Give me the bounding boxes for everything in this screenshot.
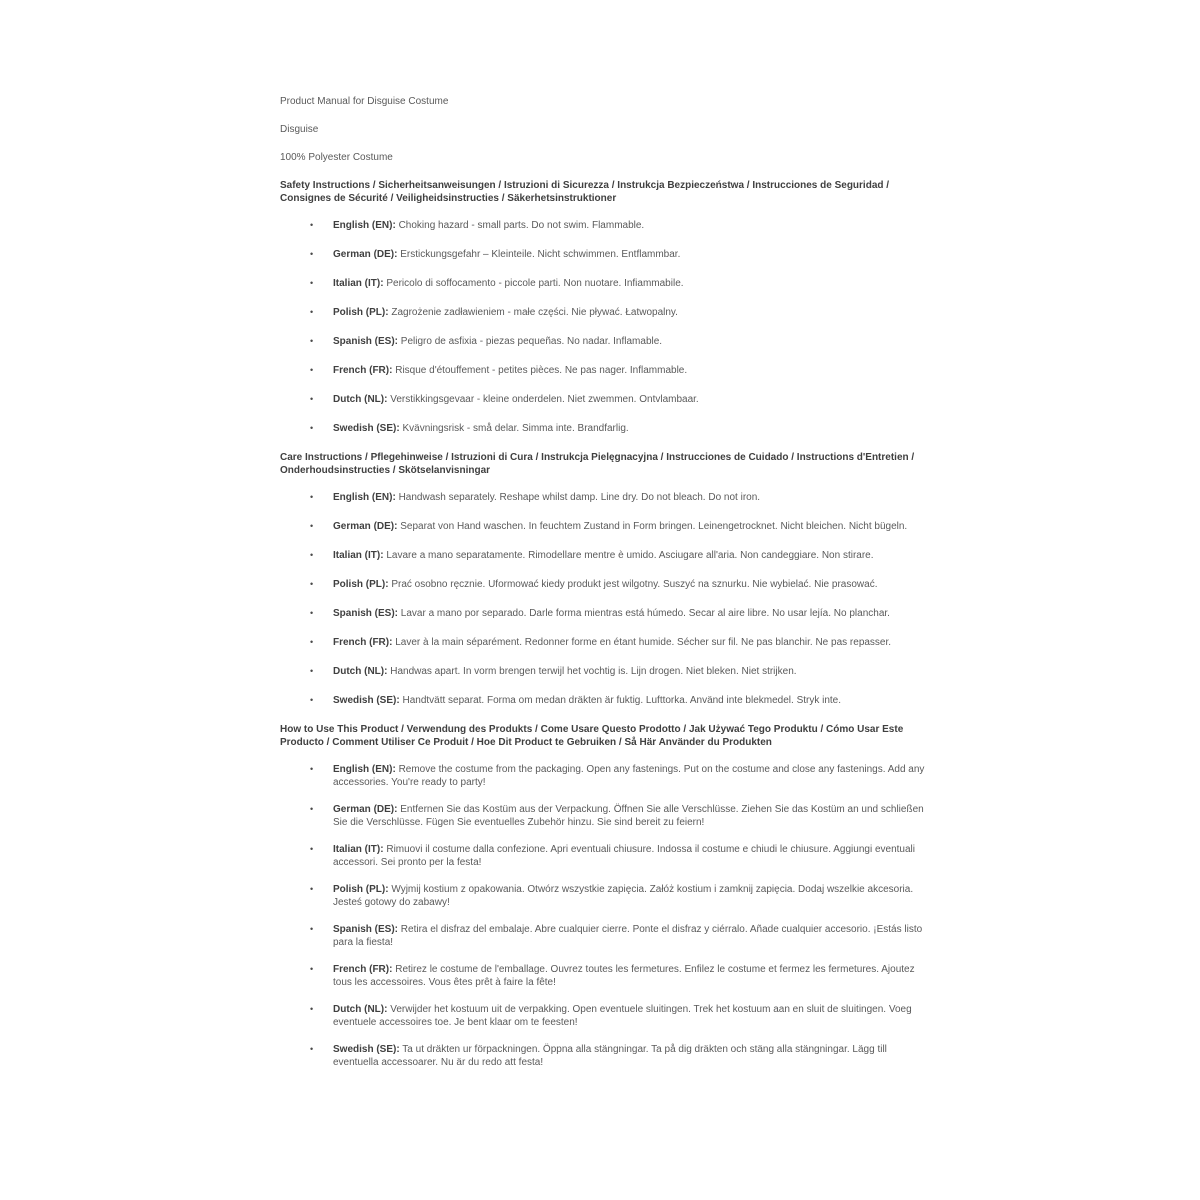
bullet-icon: •	[310, 365, 314, 375]
item-text: Laver à la main séparément. Redonner forme en étant humide. Sécher sur fil. Ne pas blanchir. Ne pas repasser.	[395, 637, 892, 648]
bullet-icon: •	[310, 492, 314, 502]
bullet-icon: •	[310, 394, 314, 404]
language-label: French (FR):	[333, 637, 393, 648]
list-item	[280, 694, 928, 707]
item-text: Peligro de asfixia - piezas pequeñas. No nadar. Inflamable.	[400, 336, 663, 347]
language-label: German (DE):	[333, 804, 398, 815]
language-label: Polish (PL):	[333, 307, 389, 318]
language-label: Italian (IT):	[333, 550, 384, 561]
bullet-icon: •	[310, 1044, 314, 1054]
item-text: Retirez le costume de l'emballage. Ouvrez toutes les fermetures. Enfilez le costume et fermez les fermetures. Ajoutez tous les accessoires. Vous êtes prêt à faire la fête!	[333, 964, 915, 988]
item-text: Rimuovi il costume dalla confezione. Apri eventuali chiusure. Indossa il costume e chiudi le chiusure. Aggiungi eventuali accessori. Sei pronto per la festa!	[333, 844, 915, 868]
item-text: Handwash separately. Reshape whilst damp. Line dry. Do not bleach. Do not iron.	[398, 492, 761, 503]
item-text: Choking hazard - small parts. Do not swim. Flammable.	[398, 220, 645, 231]
bullet-icon: •	[310, 521, 314, 531]
list-item	[280, 923, 928, 949]
item-text: Ta ut dräkten ur förpackningen. Öppna alla stängningar. Ta på dig dräkten och stäng alla stängningar. Lägg till eventuella accessoarer. Nu är du redo att festa!	[333, 1044, 887, 1068]
list-item	[280, 219, 928, 232]
item-text: Lavar a mano por separado. Darle forma mientras está húmedo. Secar al aire libre. No usar lejía. No planchar.	[400, 608, 890, 619]
list-item	[280, 277, 928, 290]
list-item	[280, 393, 928, 406]
language-label: Polish (PL):	[333, 884, 389, 895]
list-item	[280, 665, 928, 678]
bullet-icon: •	[310, 666, 314, 676]
language-label: English (EN):	[333, 492, 396, 503]
language-label: French (FR):	[333, 964, 393, 975]
bullet-icon: •	[310, 336, 314, 346]
item-text: Verwijder het kostuum uit de verpakking. Open eventuele sluitingen. Trek het kostuum aan en sluit de sluitingen. Voeg eventuele accessoires toe. Je bent klaar om te feesten!	[333, 1004, 912, 1028]
material-line: 100% Polyester Costume	[280, 152, 393, 163]
list-item	[280, 963, 928, 989]
language-label: English (EN):	[333, 764, 396, 775]
language-list	[280, 491, 928, 707]
bullet-icon: •	[310, 844, 314, 854]
language-label: English (EN):	[333, 220, 396, 231]
section-heading: Care Instructions / Pflegehinweise / Istruzioni di Cura / Instrukcja Pielęgnacyjna / Instrucciones de Cuidado / Instructions d'Entretien / Onderhoudsinstructies / Skötselanvisningar	[280, 452, 915, 476]
list-item	[280, 1043, 928, 1069]
language-label: Spanish (ES):	[333, 608, 399, 619]
list-item	[280, 607, 928, 620]
section	[280, 179, 928, 435]
item-text: Wyjmij kostium z opakowania. Otwórz wszystkie zapięcia. Załóż kostium i zamknij zapięcia. Dodaj wszelkie akcesoria. Jesteś gotowy do zabawy!	[333, 884, 914, 908]
list-item	[280, 306, 928, 319]
language-label: Swedish (SE):	[333, 423, 400, 434]
language-label: Italian (IT):	[333, 278, 384, 289]
bullet-icon: •	[310, 884, 314, 894]
item-text: Lavare a mano separatamente. Rimodellare mentre è umido. Asciugare all'aria. Non candeggiare. Non stirare.	[386, 550, 874, 561]
list-item	[280, 843, 928, 869]
language-list	[280, 219, 928, 435]
language-label: Spanish (ES):	[333, 924, 399, 935]
bullet-icon: •	[310, 1004, 314, 1014]
language-label: Dutch (NL):	[333, 1004, 388, 1015]
list-item	[280, 763, 928, 789]
bullet-icon: •	[310, 608, 314, 618]
sections-container	[280, 179, 928, 1069]
item-text: Verstikkingsgevaar - kleine onderdelen. Niet zwemmen. Ontvlambaar.	[390, 394, 699, 405]
bullet-icon: •	[310, 924, 314, 934]
language-label: Swedish (SE):	[333, 1044, 400, 1055]
item-text: Remove the costume from the packaging. Open any fastenings. Put on the costume and close any fastenings. Add any accessories. You're ready to party!	[333, 764, 925, 788]
list-item	[280, 491, 928, 504]
item-text: Risque d'étouffement - petites pièces. Ne pas nager. Inflammable.	[395, 365, 688, 376]
item-text: Entfernen Sie das Kostüm aus der Verpackung. Öffnen Sie alle Verschlüsse. Ziehen Sie das Kostüm an und schließen Sie die Verschlüsse. Fügen Sie eventuelles Zubehör hinzu. Sie sind bereit zu feiern!	[333, 804, 924, 828]
section	[280, 723, 928, 1069]
manual-document	[280, 95, 928, 1083]
item-text: Separat von Hand waschen. In feuchtem Zustand in Form bringen. Leinengetrocknet. Nicht bleichen. Nicht bügeln.	[400, 521, 908, 532]
bullet-icon: •	[310, 579, 314, 589]
language-label: German (DE):	[333, 249, 398, 260]
list-item	[280, 1003, 928, 1029]
list-item	[280, 422, 928, 435]
bullet-icon: •	[310, 249, 314, 259]
list-item	[280, 803, 928, 829]
language-label: Dutch (NL):	[333, 394, 388, 405]
bullet-icon: •	[310, 764, 314, 774]
item-text: Erstickungsgefahr – Kleinteile. Nicht schwimmen. Entflammbar.	[400, 249, 681, 260]
language-label: Dutch (NL):	[333, 666, 388, 677]
bullet-icon: •	[310, 695, 314, 705]
section-heading: How to Use This Product / Verwendung des Produkts / Come Usare Questo Prodotto / Jak Używać Tego Produktu / Cómo Usar Este Producto / Comment Utiliser Ce Produit / Hoe Dit Product te Gebruiken / Så Här Använder du Produkten	[280, 724, 904, 748]
list-item	[280, 578, 928, 591]
doc-title: Product Manual for Disguise Costume	[280, 96, 449, 107]
brand-name: Disguise	[280, 124, 319, 135]
section-heading: Safety Instructions / Sicherheitsanweisungen / Istruzioni di Sicurezza / Instrukcja Bezpieczeństwa / Instrucciones de Seguridad / Consignes de Sécurité / Veiligheidsinstructies / Säkerhetsinstruktioner	[280, 180, 890, 204]
list-item	[280, 364, 928, 377]
bullet-icon: •	[310, 423, 314, 433]
bullet-icon: •	[310, 220, 314, 230]
bullet-icon: •	[310, 278, 314, 288]
bullet-icon: •	[310, 307, 314, 317]
list-item	[280, 636, 928, 649]
section	[280, 451, 928, 707]
item-text: Handwas apart. In vorm brengen terwijl het vochtig is. Lijn drogen. Niet bleken. Niet strijken.	[390, 666, 797, 677]
list-item	[280, 549, 928, 562]
language-label: German (DE):	[333, 521, 398, 532]
item-text: Prać osobno ręcznie. Uformować kiedy produkt jest wilgotny. Suszyć na sznurku. Nie wybielać. Nie prasować.	[391, 579, 878, 590]
language-list	[280, 763, 928, 1069]
item-text: Zagrożenie zadławieniem - małe części. Nie pływać. Łatwopalny.	[391, 307, 678, 318]
bullet-icon: •	[310, 550, 314, 560]
list-item	[280, 335, 928, 348]
bullet-icon: •	[310, 964, 314, 974]
bullet-icon: •	[310, 804, 314, 814]
language-label: Spanish (ES):	[333, 336, 399, 347]
language-label: French (FR):	[333, 365, 393, 376]
language-label: Swedish (SE):	[333, 695, 400, 706]
language-label: Italian (IT):	[333, 844, 384, 855]
bullet-icon: •	[310, 637, 314, 647]
list-item	[280, 883, 928, 909]
item-text: Pericolo di soffocamento - piccole parti. Non nuotare. Infiammabile.	[386, 278, 684, 289]
list-item	[280, 248, 928, 261]
item-text: Handtvätt separat. Forma om medan dräkten är fuktig. Lufttorka. Använd inte blekmedel. Stryk inte.	[402, 695, 842, 706]
language-label: Polish (PL):	[333, 579, 389, 590]
item-text: Kvävningsrisk - små delar. Simma inte. Brandfarlig.	[402, 423, 629, 434]
list-item	[280, 520, 928, 533]
item-text: Retira el disfraz del embalaje. Abre cualquier cierre. Ponte el disfraz y ciérralo. Añade cualquier accesorio. ¡Estás listo para la fiesta!	[333, 924, 923, 948]
